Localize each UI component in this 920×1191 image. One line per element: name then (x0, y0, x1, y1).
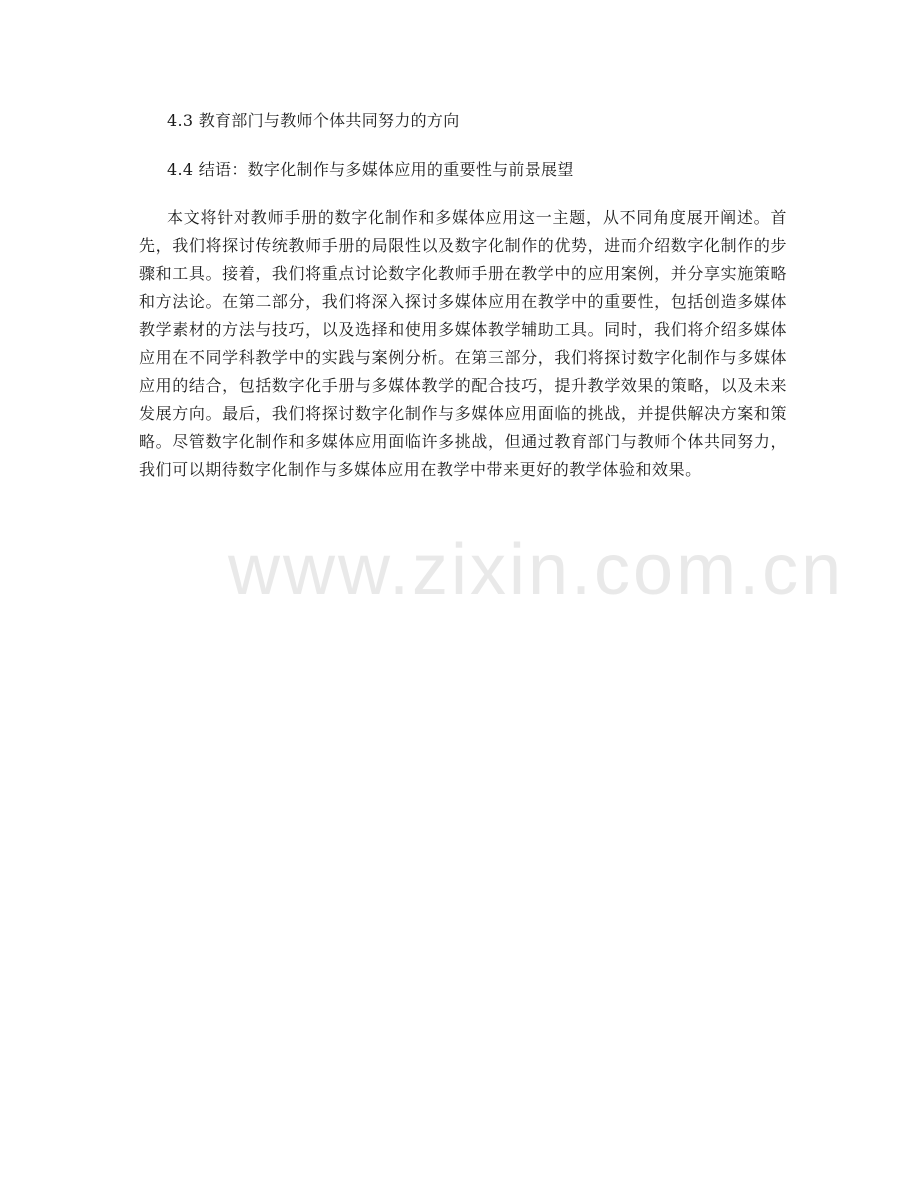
toc-item-4-4: 4.4 结语：数字化制作与多媒体应用的重要性与前景展望 (167, 160, 574, 179)
toc-item-4-3: 4.3 教育部门与教师个体共同努力的方向 (167, 111, 460, 130)
watermark: www.zixin.com.cn (228, 530, 845, 610)
body-paragraph: 本文将针对教师手册的数字化制作和多媒体应用这一主题，从不同角度展开阐述。首先，我们将探讨传统教师手册的局限性以及数字化制作的优势，进而介绍数字化制作的步骤和工具。接着，我们将重点讨论数字化教师手册在教学中的应用案例，并分享实施策略和方法论。在第二部分，我们将深入探讨多媒体应用在教学中的重要性，包括创造多媒体教学素材的方法与技巧，以及选择和使用多媒体教学辅助工具。同时，我们将介绍多媒体应用在不同学科教学中的实践与案例分析。在第三部分，我们将探讨数字化制作与多媒体应用的结合，包括数字化手册与多媒体教学的配合技巧，提升教学效果的策略，以及未来发展方向。最后，我们将探讨数字化制作与多媒体应用面临的挑战，并提供解决方案和策略。尽管数字化制作和多媒体应用面临许多挑战，但通过教育部门与教师个体共同努力，我们可以期待数字化制作与多媒体应用在教学中带来更好的教学体验和效果。 (139, 208, 787, 479)
